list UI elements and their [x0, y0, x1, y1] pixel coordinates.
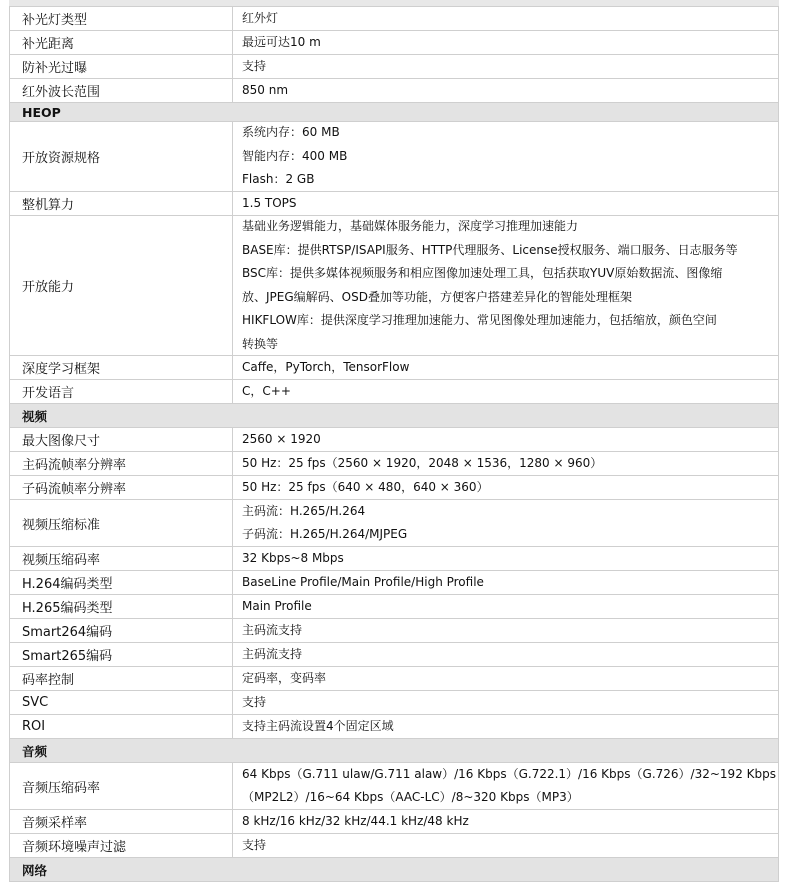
spec-row [9, 763, 779, 810]
spec-label: 整机算力 [10, 192, 233, 215]
spec-label: Smart264编码 [10, 619, 233, 642]
spec-label: 补光距离 [10, 31, 233, 54]
section-title: 网络 [22, 862, 48, 878]
spec-value-line: 最远可达10 m [242, 34, 321, 49]
spec-value-line: 32 Kbps~8 Mbps [242, 550, 344, 565]
spec-row [9, 31, 779, 55]
section-title: 视频 [22, 408, 48, 424]
spec-value [233, 500, 778, 546]
spec-value-line: Caffe，PyTorch，TensorFlow [242, 359, 410, 374]
spec-label: 最大图像尺寸 [10, 428, 233, 451]
spec-value-line: BASE库：提供RTSP/ISAPI服务、HTTP代理服务、License授权服务、端口服务、日志服务等 [242, 242, 738, 257]
spec-row [9, 380, 779, 404]
spec-value [233, 7, 778, 30]
spec-value-line: Main Profile [242, 598, 312, 613]
spec-value [233, 428, 778, 451]
section-title: 音频 [22, 743, 48, 759]
spec-value-line: 850 nm [242, 82, 289, 97]
spec-row [9, 79, 779, 103]
spec-value [233, 122, 778, 191]
spec-value-line: 子码流：H.265/H.264/MJPEG [242, 527, 408, 541]
spec-row [9, 691, 779, 715]
spec-row [9, 643, 779, 667]
spec-value [233, 356, 778, 379]
spec-value-line: C，C++ [242, 383, 291, 398]
section-header [9, 404, 779, 428]
spec-label: 防补光过曝 [10, 55, 233, 78]
spec-row [9, 834, 779, 858]
spec-row [9, 122, 779, 192]
section-title: HEOP [22, 104, 61, 120]
spec-label: 音频环境噪声过滤 [10, 834, 233, 857]
spec-value-line: 主码流支持 [242, 646, 303, 661]
spec-value-line: 50 Hz：25 fps（640 × 480，640 × 360） [242, 479, 489, 494]
spec-row [9, 216, 779, 356]
spec-row [9, 715, 779, 739]
spec-value [233, 452, 778, 475]
spec-row [9, 192, 779, 216]
spec-value-line: 支持主码流设置4个固定区域 [242, 718, 394, 733]
spec-label: 深度学习框架 [10, 356, 233, 379]
spec-label: 音频采样率 [10, 810, 233, 833]
spec-row [9, 810, 779, 834]
spec-row [9, 500, 779, 547]
spec-label: 视频压缩标准 [10, 500, 233, 546]
spec-value-line: 智能内存：400 MB [242, 148, 348, 163]
spec-value-line: Flash：2 GB [242, 172, 315, 187]
spec-row [9, 356, 779, 380]
spec-value [233, 643, 778, 666]
spec-label: ROI [10, 715, 233, 738]
spec-value [233, 476, 778, 499]
spec-value [233, 619, 778, 642]
spec-row [9, 55, 779, 79]
spec-value-line: 支持 [242, 58, 267, 73]
spec-value-line: 2560 × 1920 [242, 431, 321, 446]
spec-row [9, 476, 779, 500]
spec-label: H.264编码类型 [10, 571, 233, 594]
spec-value [233, 667, 778, 690]
spec-value [233, 216, 778, 355]
spec-value-line: 红外灯 [242, 10, 279, 25]
spec-label: H.265编码类型 [10, 595, 233, 618]
spec-value-line: 支持 [242, 694, 267, 709]
spec-value-line: 8 kHz/16 kHz/32 kHz/44.1 kHz/48 kHz [242, 813, 469, 828]
spec-value [233, 31, 778, 54]
spec-value-line: 64 Kbps（G.711 ulaw/G.711 alaw）/16 Kbps（G.722.1）/16 Kbps（G.726）/32~192 Kbps [242, 766, 777, 781]
spec-label: 补光灯类型 [10, 7, 233, 30]
spec-row [9, 667, 779, 691]
spec-label: 开放资源规格 [10, 122, 233, 191]
spec-value-line: 转换等 [242, 336, 279, 351]
spec-value-line: BaseLine Profile/Main Profile/High Profile [242, 574, 484, 589]
spec-value [233, 571, 778, 594]
spec-label: SVC [10, 691, 233, 714]
spec-value-line: BSC库：提供多媒体视频服务和相应图像加速处理工具，包括获取YUV原始数据流、图像缩 [242, 266, 723, 280]
spec-value [233, 380, 778, 403]
spec-label: 主码流帧率分辨率 [10, 452, 233, 475]
spec-table [9, 6, 779, 882]
spec-value [233, 79, 778, 102]
spec-value [233, 55, 778, 78]
section-header [9, 739, 779, 763]
spec-value-line: 放、JPEG编解码、OSD叠加等功能，方便客户搭建差异化的智能处理框架 [242, 289, 632, 304]
spec-value-line: 50 Hz：25 fps（2560 × 1920，2048 × 1536，1280 × 960） [242, 455, 603, 470]
spec-label: Smart265编码 [10, 643, 233, 666]
spec-value [233, 691, 778, 714]
spec-value-line: 定码率，变码率 [242, 670, 327, 685]
spec-label: 红外波长范围 [10, 79, 233, 102]
spec-label: 视频压缩码率 [10, 547, 233, 570]
spec-value [233, 547, 778, 570]
spec-value-line: 主码流：H.265/H.264 [242, 503, 366, 518]
spec-value-line: 系统内存：60 MB [242, 125, 340, 140]
spec-value [233, 834, 778, 857]
spec-label: 子码流帧率分辨率 [10, 476, 233, 499]
spec-row [9, 619, 779, 643]
spec-row [9, 7, 779, 31]
spec-row [9, 571, 779, 595]
spec-value-line: 1.5 TOPS [242, 195, 297, 210]
spec-value-line: 基础业务逻辑能力，基础媒体服务能力，深度学习推理加速能力 [242, 219, 579, 233]
spec-value-line: HIKFLOW库：提供深度学习推理加速能力、常见图像处理加速能力，包括缩放，颜色空间 [242, 313, 717, 327]
spec-value [233, 715, 778, 738]
spec-row [9, 452, 779, 476]
spec-value [233, 192, 778, 215]
spec-label: 开发语言 [10, 380, 233, 403]
section-header [9, 103, 779, 122]
spec-label: 码率控制 [10, 667, 233, 690]
spec-value [233, 595, 778, 618]
spec-label: 开放能力 [10, 216, 233, 355]
spec-row [9, 428, 779, 452]
spec-value-line: 主码流支持 [242, 622, 303, 637]
spec-value [233, 810, 778, 833]
spec-row [9, 595, 779, 619]
spec-row [9, 547, 779, 571]
spec-value [233, 763, 784, 809]
spec-label: 音频压缩码率 [10, 763, 233, 809]
spec-value-line: （MP2L2）/16~64 Kbps（AAC-LC）/8~320 Kbps（MP3） [242, 790, 579, 804]
spec-value-line: 支持 [242, 837, 267, 852]
